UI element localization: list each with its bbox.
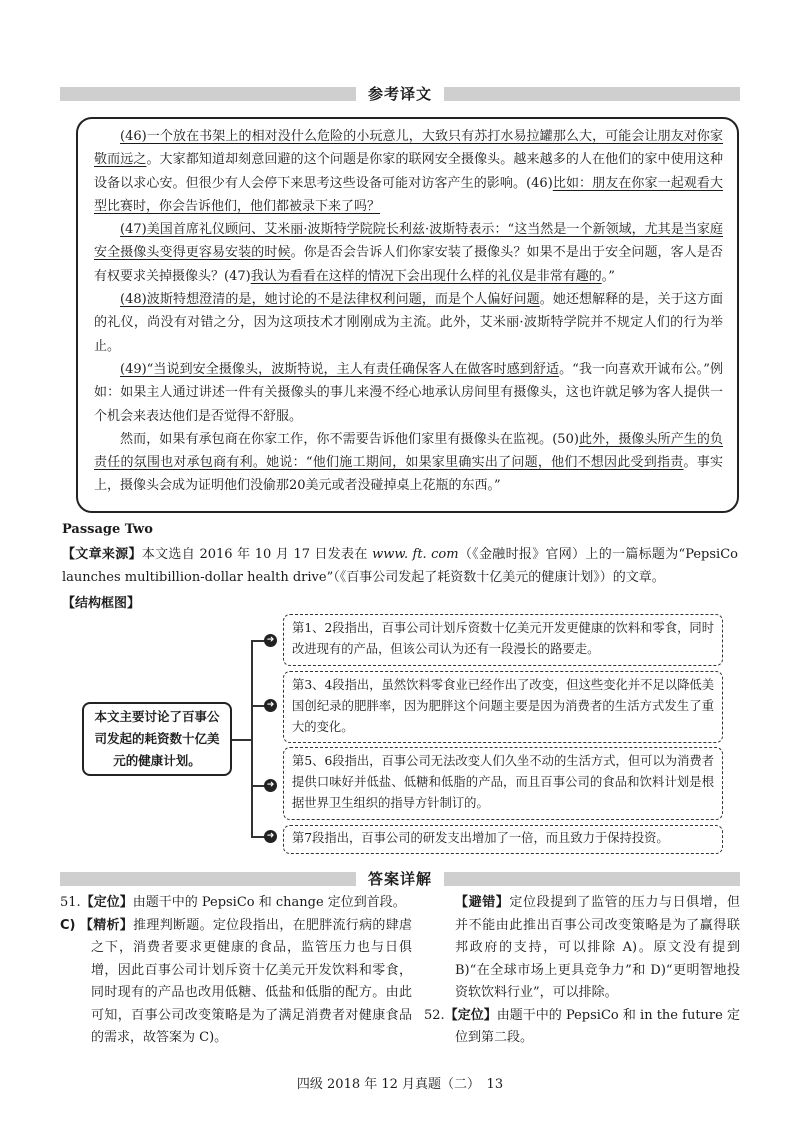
arrow-icon: ➜ <box>264 634 277 647</box>
section-header-answers <box>60 868 740 890</box>
analysis-text: 推理判断题。定位段指出，在肥胖流行病的肆虐之下，消费者要求更健康的食品，监管压力也与日俱增，因此百事公司计划斥资十亿美元开发饮料和零食，同时现有的产品也改用低糖、低盐和低脂的配方。由此可知，百事公司改变策略是为了满足消费者对健康食品的需求，故答案为 C)。 <box>91 917 412 1045</box>
arrow-icon: ➜ <box>264 779 277 792</box>
sentence-text: 。事实上，摄像头会成为证明他们没偷那20美元或者没碰掉桌上花瓶的东西。” <box>94 455 723 494</box>
branch-line <box>251 836 265 838</box>
framework-item: 第1、2段指出，百事公司计划斥资数十亿美元开发更健康的饮料和零食，同时改进现有的产品，但该公司认为还有一段漫长的路要走。 <box>283 614 723 666</box>
avoid-tag: 【避错】 <box>455 895 510 910</box>
article-source <box>62 543 738 589</box>
page-footer: 四级 2018 年 12 月真题（二） 13 <box>296 1077 504 1092</box>
section-title: 答案详解 <box>356 868 444 890</box>
q51-analysis <box>60 915 412 1050</box>
source-site: www. ft. com <box>372 547 459 562</box>
q52-locate <box>424 1005 740 1050</box>
sentence-text: 。你是否会告诉人们你家安装了摄像头？如果不是出于安全问题，客人是否有权要求关掉摄像头？(47) <box>94 245 723 284</box>
underlined-sentence: (49)“当说到安全摄像头，波斯特说，主人有责任确保客人在做客时感到舒适 <box>120 361 560 377</box>
locate-tag: 【定位】 <box>80 895 133 910</box>
underlined-sentence: 我认为看看在这样的情况下会出现什么样的礼仪是非常有趣的 <box>250 268 602 284</box>
section-title: 参考译文 <box>356 83 444 105</box>
source-text-1: 本文选自 2016 年 10 月 17 日发表在 <box>141 547 373 562</box>
arrow-icon: ➜ <box>264 699 277 712</box>
framework-item: 第7段指出，百事公司的研发支出增加了一倍，而且致力于保持投资。 <box>283 825 723 854</box>
source-text-2: （《金融时报》官网）上的一篇标题为“PepsiCo launches multibillion-dollar health drive”（《百事公司发起了耗资数十亿美元的健康计划》）的文章。 <box>62 547 738 585</box>
translation-paragraph <box>94 428 723 498</box>
underlined-sentence: (46)一个放在书架上的相对没什么危险的小玩意儿，大致只有苏打水易拉罐那么大，可能会让朋友对你家敬而远之 <box>94 129 723 168</box>
underlined-sentence: 此外，摄像头所产生的负责任的氛围也对承包商有利。她说：“他们施工期间，如果家里确实出了问题，他们不想因此受到指责 <box>94 431 723 471</box>
section-header-translation <box>60 83 740 105</box>
sentence-text: 然而，如果有承包商在你家工作，你不需要告诉他们家里有摄像头在监视。(50) <box>120 431 579 447</box>
q51-locate <box>60 892 412 915</box>
passage-title: Passage Two <box>62 522 153 537</box>
branch-line <box>251 785 265 787</box>
translation-paragraph <box>94 358 723 428</box>
main-idea-box: 本文主要讨论了百事公司发起的耗资数十亿美元的健康计划。 <box>82 702 232 776</box>
underlined-sentence: (48)波斯特想澄清的是，她讨论的不是法律权利问题，而是个人偏好问题 <box>120 292 540 308</box>
tree-trunk-line <box>251 640 253 836</box>
translation-paragraph <box>94 125 723 218</box>
sentence-text: 。“我一向喜欢开诚布公。”例如：如果主人通过讲述一件有关摄像头的事儿来漫不经心地承认房间里有摄像头，这也许就足够为客人提供一个机会来表达他们是否觉得不舒服。 <box>94 361 723 424</box>
source-label: 【文章来源】 <box>62 547 142 562</box>
underlined-sentence: (47)美国首席礼仪顾问、艾米丽·波斯特学院院长利兹·波斯特表示：“这当然是一个新领域，尤其是当家庭安全摄像头变得更容易安装的时候 <box>94 222 723 261</box>
locate-text: 由题干中的 PepsiCo 和 change 定位到首段。 <box>132 895 406 910</box>
underlined-sentence: 比如：朋友在你家一起观看大型比赛时，你会告诉他们，他们都被录下来了吗？ <box>94 175 723 214</box>
translation-paragraph <box>94 218 723 288</box>
translation-box <box>76 117 739 513</box>
question-number: 52. <box>424 1007 445 1023</box>
avoid-text: 定位段提到了监管的压力与日俱增，但并不能由此推出百事公司改变策略是为了赢得联邦政府的支持，可以排除 A)。原文没有提到 B)“在全球市场上更具竞争力”和 D)“更明智地投资软饮料行业”，可以排除。 <box>455 895 740 1000</box>
question-number: 51. <box>60 895 81 910</box>
locate-text: 由题干中的 PepsiCo 和 in the future 定位到第二段。 <box>455 1007 740 1045</box>
answers-right-column <box>424 892 740 1050</box>
answer-letter: C) <box>60 917 76 933</box>
framework-item: 第3、4段指出，虽然饮料零食业已经作出了改变，但这些变化并不足以降低美国创纪录的肥胖率，因为肥胖这个问题主要是因为消费者的生活方式发生了重大的变化。 <box>283 671 723 743</box>
branch-line <box>251 640 265 642</box>
answers-left-column <box>60 892 412 1050</box>
sentence-text: 。她还想解释的是，关于这方面的礼仪，尚没有对错之分，因为这项技术才刚刚成为主流。此外，艾米丽·波斯特学院并不规定人们的行为举止。 <box>94 292 723 354</box>
q51-avoid <box>424 892 740 1005</box>
analysis-tag: 【精析】 <box>79 917 134 933</box>
locate-tag: 【定位】 <box>444 1007 497 1023</box>
sentence-text: 。” <box>601 268 615 284</box>
arrow-icon: ➜ <box>264 830 277 843</box>
framework-label <box>62 592 140 611</box>
framework-item: 第5、6段指出，百事公司无法改变人们久坐不动的生活方式，但可以为消费者提供口味好并低盐、低糖和低脂的产品，而且百事公司的食品和饮料计划是根据世界卫生组织的指导方针制订的。 <box>283 747 723 820</box>
sentence-text: 。大家都知道却刻意回避的这个问题是你家的联网安全摄像头。越来越多的人在他们的家中使用这种设备以求心安。但很少有人会停下来思考这些设备可能对访客产生的影响。(46) <box>94 152 723 191</box>
branch-line <box>251 705 265 707</box>
translation-paragraph <box>94 288 723 358</box>
main-connector <box>232 739 252 741</box>
framework-label-text: 【结构框图】 <box>62 596 141 611</box>
